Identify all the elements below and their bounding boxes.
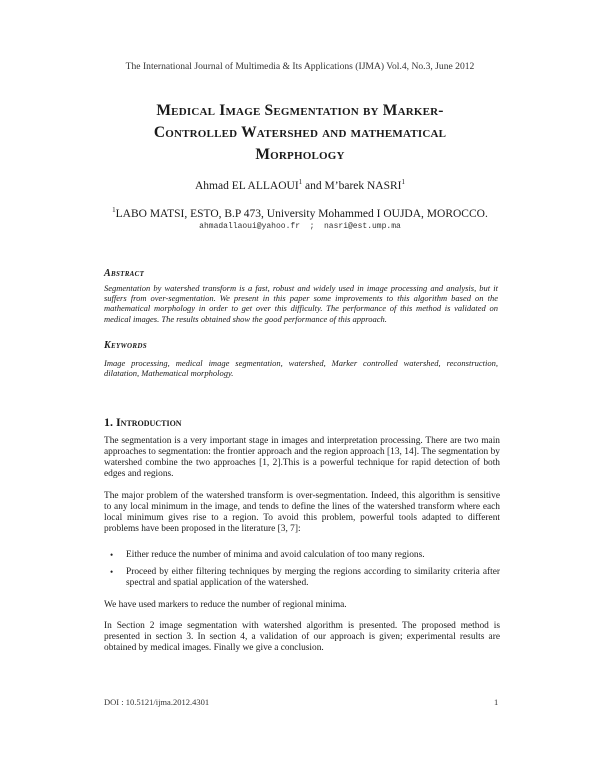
author-conjunction: and [302,179,325,192]
list-item-text: Either reduce the number of minima and avoid calculation of too many regions. [126,550,425,560]
author-emails: ahmadallaoui@yahoo.fr ; nasri@est.ump.ma [199,222,401,231]
intro-paragraph-4: In Section 2 image segmentation with watershed algorithm is presented. The proposed method is presented in section 3. In section 4, a validation of our approach is given; experimental results are obtained by medical images. Finally we give a conclusion. [104,621,500,653]
keywords-text: Image processing, medical image segmentation, watershed, Marker controlled watershed, reconstruction, dilatation, Mathematical morphology. [104,358,498,379]
author-list [0,178,600,192]
title-line-3: Morphology [255,146,345,163]
author-affiliation-mark-1: 1 [298,178,303,186]
list-item [104,567,500,589]
bullet-icon: • [110,566,114,577]
list-item-text: Proceed by either filtering techniques by merging the regions according to similarity criteria after spectral and spatial application of the watershed. [126,566,500,588]
intro-bullet-list [104,550,500,595]
title-line-1: Medical Image Segmentation by Marker- [156,102,444,119]
author-name-1: Ahmad EL ALLAOUI [194,179,299,192]
bullet-icon: • [110,550,114,560]
abstract-text: Segmentation by watershed transform is a fast, robust and widely used in image processing and analysis, but it suffers from over-segmentation. We present in this paper some improvements to this algorithm based on the mathematical morphology in order to get over this difficulty. The performance of this method is validated on medical images. The results obtained show the good performance of this approach. [104,283,498,324]
abstract-heading: Abstract [104,268,145,279]
author-affiliation-mark-2: 1 [401,178,406,186]
introduction-heading: 1. Introduction [104,415,182,429]
keywords-heading: Keywords [104,340,147,351]
affiliation-text: LABO MATSI, ESTO, B.P 473, University Mohammed I OUJDA, MOROCCO. [115,207,488,220]
page-number: 1 [494,697,499,707]
intro-paragraph-3: We have used markers to reduce the number of regional minima. [104,600,347,610]
intro-paragraph-2: The major problem of the watershed transform is over-segmentation. Indeed, this algorithm is sensitive to any local minimum in the image, and tends to define the lines of the watershed transform where each local minimum gives rise to a region. To avoid this problem, powerful tools adapted to different problems have been proposed in the literature [3, 7]: [104,491,500,534]
list-item [104,550,500,561]
affiliation-mark: 1 [112,206,116,214]
footer-doi: DOI : 10.5121/ijma.2012.4301 [104,697,210,707]
journal-header: The International Journal of Multimedia & Its Applications (IJMA) Vol.4, No.3, June 2012 [125,61,475,72]
title-line-2: Controlled Watershed and mathematical [153,124,447,141]
affiliation [0,206,600,220]
author-name-2: M’barek NASRI [324,179,402,192]
intro-paragraph-1: The segmentation is a very important stage in images and interpretation processing. There are two main approaches to segmentation: the frontier approach and the region approach [13, 14]. The segmentation by watershed combine the two approaches [1, 2].This is a powerful technique for rapid detection of both edges and regions. [104,436,500,479]
paper-title [60,100,540,166]
